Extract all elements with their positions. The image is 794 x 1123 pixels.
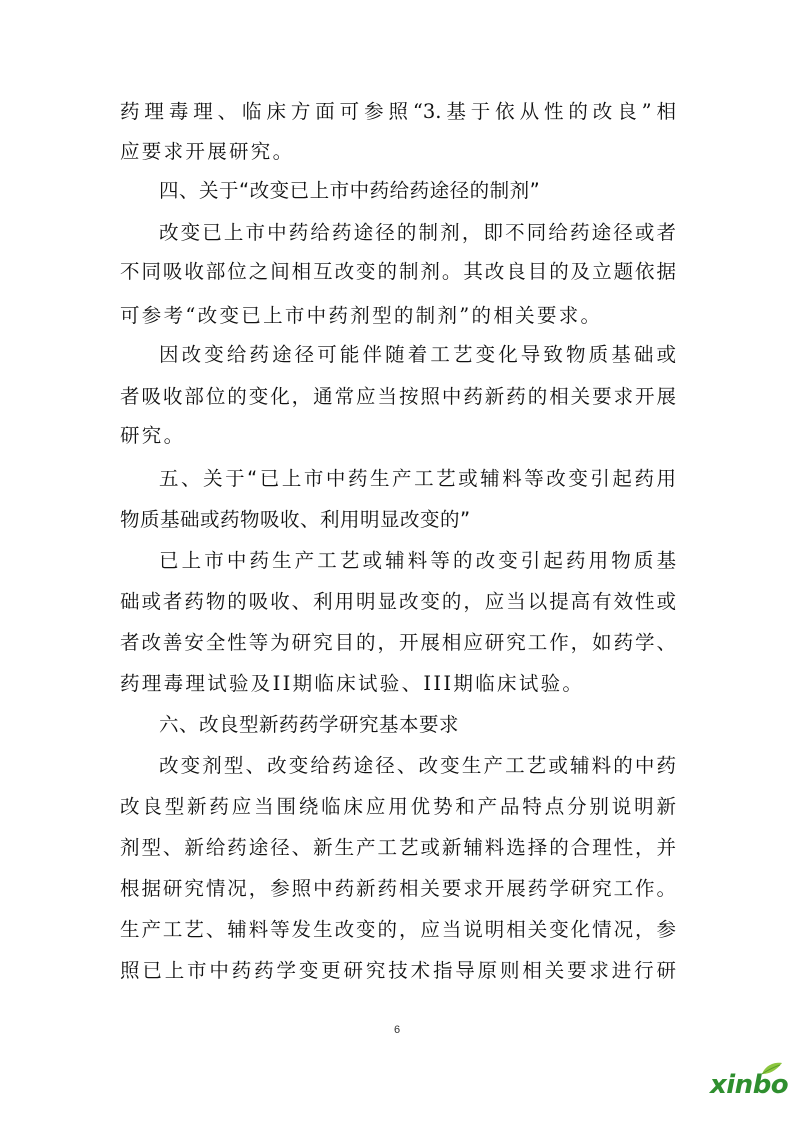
body-line: 药理毒理试验及II期临床试验、III期临床试验。	[120, 672, 585, 695]
body-line: 根据研究情况，参照中药新药相关要求开展药学研究工作。	[120, 877, 676, 900]
body-line: 改良型新药应当围绕临床应用优势和产品特点分别说明新	[120, 795, 676, 818]
body-line: 剂型、新给药途径、新生产工艺或新辅料选择的合理性，并	[120, 836, 676, 859]
body-line: 研究。	[120, 424, 186, 447]
body-line: 生产工艺、辅料等发生改变的，应当说明相关变化情况，参	[120, 918, 676, 941]
body-line: 础或者药物的吸收、利用明显改变的，应当以提高有效性或	[120, 590, 676, 613]
body-line: 改变已上市中药给药途径的制剂，即不同给药途径或者	[159, 221, 676, 244]
body-line: 者改善安全性等为研究目的，开展相应研究工作，如药学、	[120, 631, 676, 654]
body-line: 药理毒理、临床方面可参照“3.基于依从性的改良”相	[120, 100, 676, 123]
logo-wordmark: xinbo	[710, 1070, 789, 1100]
section-heading: 五、关于“已上市中药生产工艺或辅料等改变引起药用	[159, 467, 676, 490]
section-heading: 物质基础或药物吸收、利用明显改变的”	[120, 508, 471, 531]
body-line: 可参考“改变已上市中药剂型的制剂”的相关要求。	[120, 304, 603, 327]
body-line: 照已上市中药药学变更研究技术指导原则相关要求进行研	[120, 959, 676, 982]
body-line: 因改变给药途径可能伴随着工艺变化导致物质基础或	[159, 343, 676, 366]
body-line: 应要求开展研究。	[120, 140, 295, 163]
body-line: 不同吸收部位之间相互改变的制剂。其改良目的及立题依据	[120, 260, 676, 283]
xinbo-logo	[710, 1060, 794, 1110]
section-heading: 六、改良型新药药学研究基本要求	[159, 713, 460, 736]
body-line: 改变剂型、改变给药途径、改变生产工艺或辅料的中药	[159, 754, 676, 777]
body-line: 已上市中药生产工艺或辅料等的改变引起药用物质基	[159, 549, 676, 572]
body-line: 者吸收部位的变化，通常应当按照中药新药的相关要求开展	[120, 385, 676, 408]
section-heading: 四、关于“改变已上市中药给药途径的制剂”	[159, 179, 541, 202]
page-number: 6	[393, 1024, 401, 1036]
